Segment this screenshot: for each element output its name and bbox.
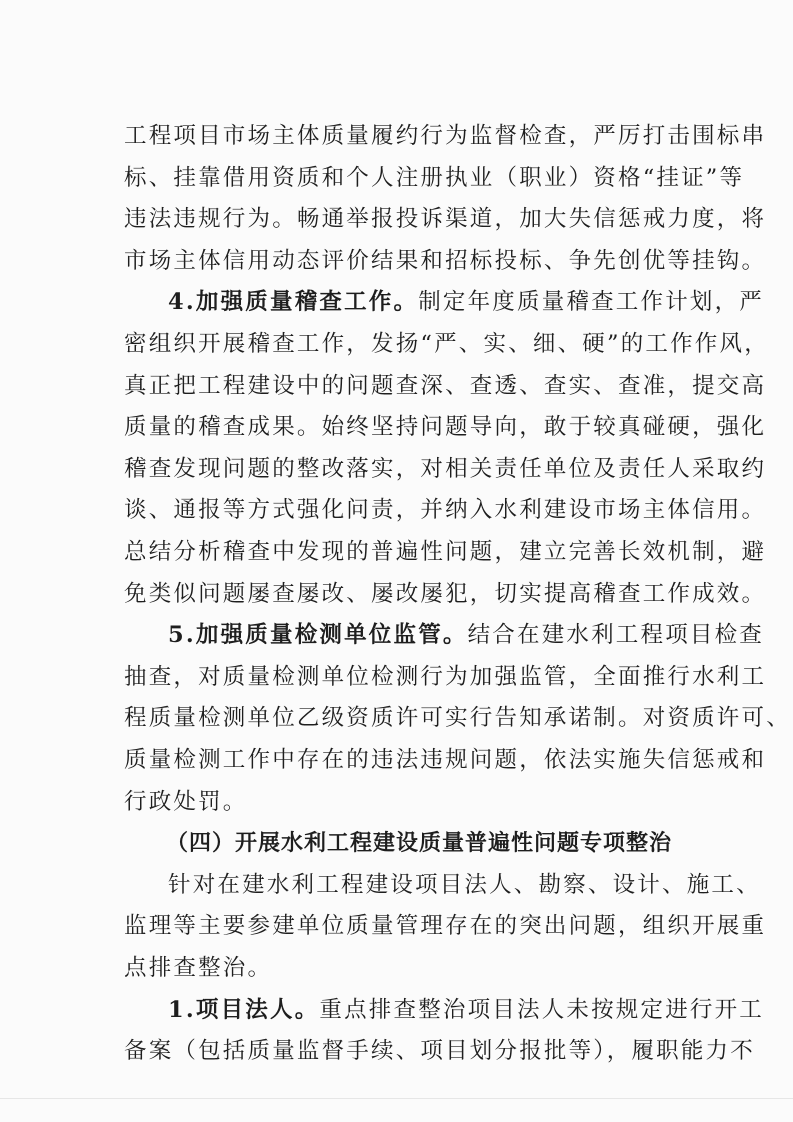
item-5-line-1 (168, 620, 764, 650)
item-1-first-line-rest: 重点排查整治项目法人未按规定进行开工 (319, 996, 764, 1023)
paragraph-1-line-3: 违法违规行为。畅通举报投诉渠道，加大失信惩戒力度，将 (124, 206, 767, 233)
item-4-line-8: 免类似问题屡查屡改、屡改屡犯，切实提高稽查工作成效。 (124, 580, 767, 607)
item-1-line-1 (168, 995, 764, 1025)
item-4-first-line-rest: 制定年度质量稽查工作计划，严 (418, 289, 765, 316)
paragraph-1-line-2: 标、挂靠借用资质和个人注册执业（职业）资格“挂证”等 (124, 164, 745, 191)
item-1-line-2: 备案（包括质量监督手续、项目划分报批等），履职能力不 (124, 1038, 755, 1065)
paragraph-1-line-4: 市场主体信用动态评价结果和招标投标、争先创优等挂钩。 (124, 247, 767, 274)
page-bottom-edge (0, 1098, 793, 1099)
item-4-line-2: 密组织开展稽查工作，发扬“严、实、细、硬”的工作作风， (124, 331, 769, 357)
section-4-heading: （四）开展水利工程建设质量普遍性问题专项整治 (166, 830, 673, 857)
item-4-line-4: 质量的稽查成果。始终坚持问题导向，敢于较真碰硬，强化 (124, 414, 767, 441)
section-4-line-3: 点排查整治。 (124, 955, 273, 981)
paragraph-1-line-1: 工程项目市场主体质量履约行为监督检查，严厉打击围标串 (124, 123, 767, 149)
item-5-line-2: 抽查，对质量检测单位检测行为加强监管，全面推行水利工 (124, 663, 767, 690)
item-4-line-1 (168, 287, 764, 317)
section-4-line-1: 针对在建水利工程建设项目法人、勘察、设计、施工、 (168, 871, 761, 898)
item-1-heading: 1.项目法人。 (168, 996, 320, 1023)
item-4-line-3: 真正把工程建设中的问题查深、查透、查实、查准，提交高 (124, 372, 767, 399)
item-5-first-line-rest: 结合在建水利工程项目检查 (467, 622, 764, 649)
item-5-line-5: 行政处罚。 (124, 788, 248, 815)
item-4-line-7: 总结分析稽查中发现的普遍性问题，建立完善长效机制，避 (124, 539, 767, 565)
item-4-heading: 4.加强质量稽查工作。 (168, 289, 419, 316)
item-4-line-6: 谈、通报等方式强化问责，并纳入水利建设市场主体信用。 (124, 497, 767, 524)
item-5-heading: 5.加强质量检测单位监管。 (168, 622, 468, 649)
item-4-line-5: 稽查发现问题的整改落实，对相关责任单位及责任人采取约 (124, 455, 767, 482)
item-5-line-3: 程质量检测单位乙级资质许可实行告知承诺制。对资质许可、 (124, 705, 791, 732)
item-5-line-4: 质量检测工作中存在的违法违规问题，依法实施失信惩戒和 (124, 747, 767, 773)
section-4-line-2: 监理等主要参建单位质量管理存在的突出问题，组织开展重 (124, 913, 767, 940)
